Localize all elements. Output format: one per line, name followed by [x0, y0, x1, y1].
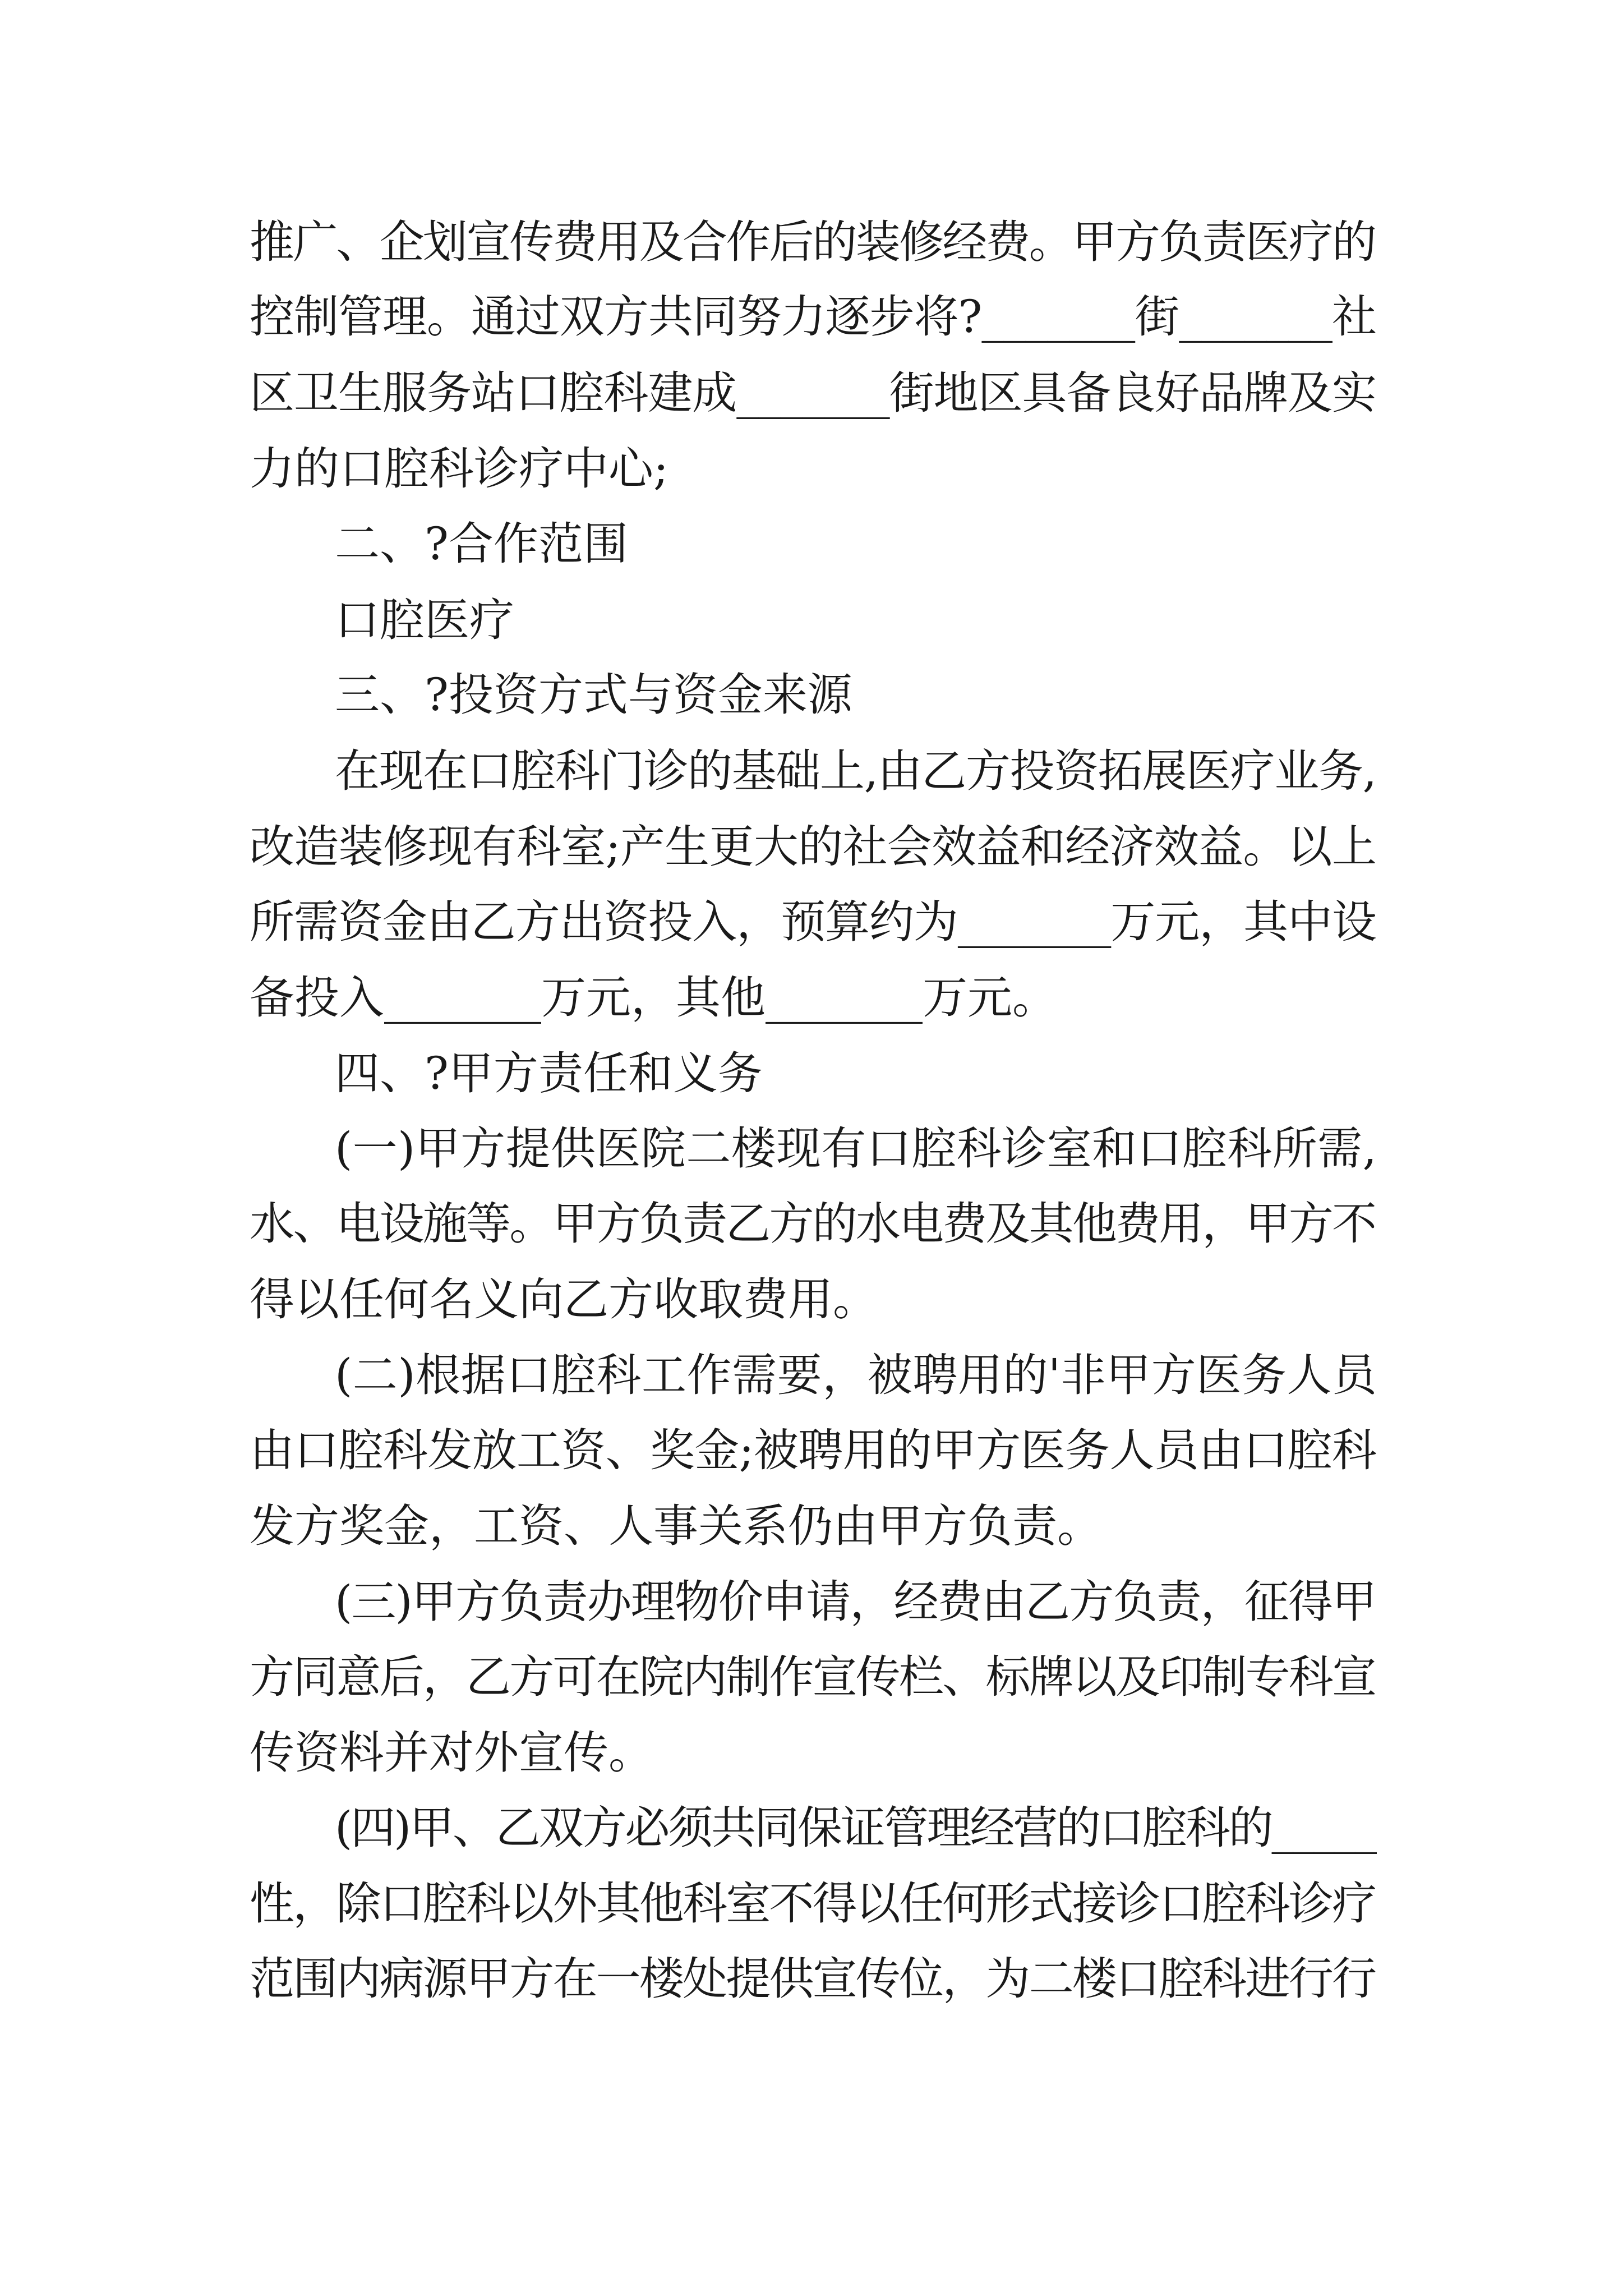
text-line: 推广、企划宣传费用及合作后的装修经费。甲方负责医疗的: [250, 216, 1376, 268]
text-line: 范围内病源甲方在一楼处提供宣传位，为二楼口腔科进行行: [250, 1953, 1376, 2005]
text-line: 备投入_______万元，其他_______万元。: [250, 972, 1057, 1024]
text-line: 由口腔科发放工资、奖金;被聘用的甲方医务人员由口腔科: [250, 1424, 1377, 1476]
text-line: 所需资金由乙方出资投入，预算约为_______万元，其中设: [250, 896, 1376, 948]
text-line: 区卫生服务站口腔科建成_______街地区具备良好品牌及实: [250, 367, 1376, 419]
text-line: (一)甲方提供医院二楼现有口腔科诊室和口腔科所需,: [335, 1122, 1377, 1175]
text-line: (三)甲方负责办理物价申请，经费由乙方负责，征得甲: [335, 1576, 1376, 1628]
text-line: 口腔医疗: [335, 594, 514, 646]
text-line: 发方奖金，工资、人事关系仍由甲方负责。: [250, 1500, 1102, 1552]
text-line: (二)根据口腔科工作需要，被聘用的'非甲方医务人员: [335, 1349, 1377, 1401]
text-line: 传资料并对外宣传。: [250, 1727, 653, 1779]
text-line: 水、电设施等。甲方负责乙方的水电费及其他费用，甲方不: [250, 1198, 1376, 1250]
text-line: 方同意后，乙方可在院内制作宣传栏、标牌以及印制专科宣: [250, 1651, 1376, 1703]
text-line: 在现在口腔科门诊的基础上,由乙方投资拓展医疗业务,: [335, 745, 1376, 797]
text-line: 控制管理。通过双方共同努力逐步将?_______街_______社: [250, 291, 1376, 343]
section-heading: 二、?合作范围: [335, 518, 628, 570]
text-line: 性，除口腔科以外其他科室不得以任何形式接诊口腔科诊疗: [250, 1878, 1376, 1930]
text-line: (四)甲、乙双方必须共同保证管理经营的口腔科的_____: [335, 1802, 1375, 1854]
text-line: 力的口腔科诊疗中心;: [250, 443, 668, 495]
text-line: 改造装修现有科室;产生更大的社会效益和经济效益。以上: [250, 821, 1377, 873]
text-line: 得以任何名义向乙方收取费用。: [250, 1273, 878, 1326]
section-heading: 四、?甲方责任和义务: [335, 1047, 763, 1099]
section-heading: 三、?投资方式与资金来源: [335, 669, 852, 721]
